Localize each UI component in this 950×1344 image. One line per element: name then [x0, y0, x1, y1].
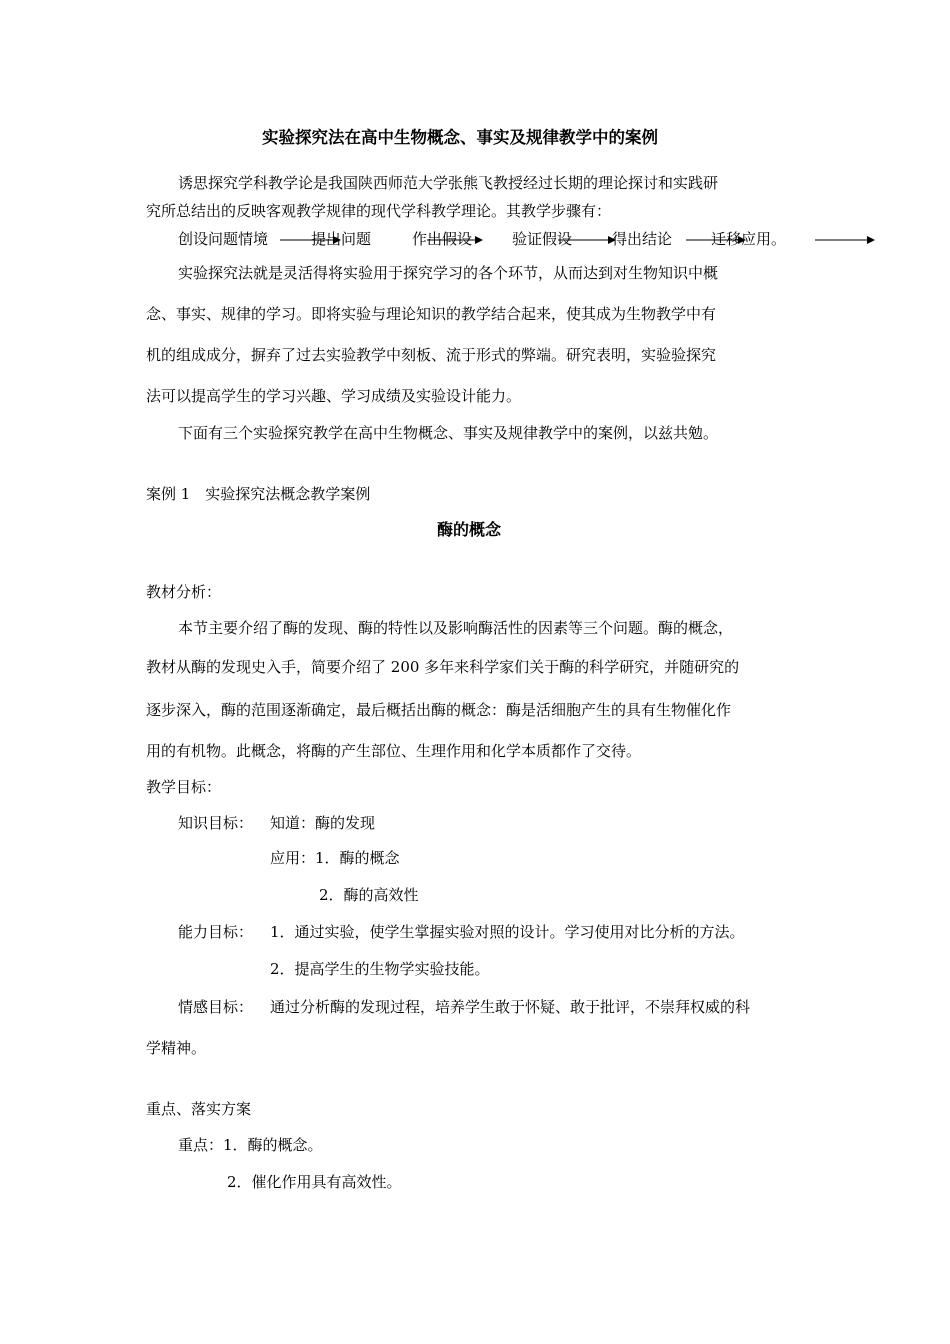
- analysis-line-1: 本节主要介绍了酶的发现、酶的特性以及影响酶活性的因素等三个问题。酶的概念，: [178, 619, 734, 637]
- key-point-1: 重点：1．酶的概念。: [178, 1136, 323, 1154]
- analysis-line-4: 用的有机物。此概念，将酶的产生部位、生理作用和化学本质都作了交待。: [146, 742, 642, 760]
- analysis-line-2: 教材从酶的发现史入手，简要介绍了 200 多年来科学家们关于酶的科学研究，并随研究的: [146, 658, 740, 676]
- para2-line-3: 机的组成成分，摒弃了过去实验教学中刻板、流于形式的弊端。研究表明，实验验探究: [146, 346, 717, 364]
- intro-line-2: 究所总结出的反映客观教学规律的现代学科教学理论。其教学步骤有：: [146, 202, 612, 220]
- analysis-line-3: 逐步深入，酶的范围逐渐确定，最后概括出酶的概念：酶是活细胞产生的具有生物催化作: [146, 701, 732, 719]
- para2-line-2: 念、事实、规律的学习。即将实验与理论知识的教学结合起来，使其成为生物教学中有: [146, 305, 717, 323]
- para2-line-1: 实验探究法就是灵活得将实验用于探究学习的各个环节，从而达到对生物知识中概: [178, 264, 719, 282]
- knowledge-label: 知识目标：: [178, 814, 254, 832]
- step-make-hypothesis: 作出假设: [412, 230, 473, 248]
- ability-item-2: 2．提高学生的生物学实验技能。: [270, 960, 490, 978]
- para3: 下面有三个实验探究教学在高中生物概念、事实及规律教学中的案例，以兹共勉。: [178, 424, 719, 442]
- knowledge-item-2: 应用：1．酶的概念: [270, 849, 400, 867]
- ability-label: 能力目标：: [178, 923, 254, 941]
- emotion-label: 情感目标：: [178, 998, 254, 1016]
- step-raise-question: 提出问题: [311, 230, 372, 248]
- step-verify-hypothesis: 验证假设: [512, 230, 573, 248]
- knowledge-item-1: 知道：酶的发现: [270, 814, 376, 832]
- case1-heading: 案例 1 实验探究法概念教学案例: [146, 485, 371, 503]
- emotion-line-2: 学精神。: [146, 1039, 207, 1057]
- emotion-line-1: 通过分析酶的发现过程，培养学生敢于怀疑、敢于批评，不崇拜权威的科: [270, 998, 751, 1016]
- knowledge-item-3: 2．酶的高效性: [319, 886, 419, 904]
- para2-line-4: 法可以提高学生的学习兴趣、学习成绩及实验设计能力。: [146, 387, 522, 405]
- step-draw-conclusion: 得出结论: [612, 230, 673, 248]
- ability-item-1: 1．通过实验，使学生掌握实验对照的设计。学习使用对比分析的方法。: [270, 923, 745, 941]
- document-title: 实验探究法在高中生物概念、事实及规律教学中的案例: [262, 128, 658, 147]
- intro-line-1: 诱思探究学科教学论是我国陕西师范大学张熊飞教授经过长期的理论探讨和实践研: [178, 174, 719, 192]
- step-create-situation: 创设问题情境: [178, 230, 269, 248]
- step-transfer-apply: 迁移应用。: [711, 230, 787, 248]
- analysis-label: 教材分析：: [146, 583, 222, 601]
- key-point-2: 2．催化作用具有高效性。: [227, 1173, 402, 1191]
- case1-subtitle: 酶的概念: [437, 520, 502, 539]
- goals-label: 教学目标：: [146, 778, 222, 796]
- key-points-label: 重点、落实方案: [146, 1100, 252, 1118]
